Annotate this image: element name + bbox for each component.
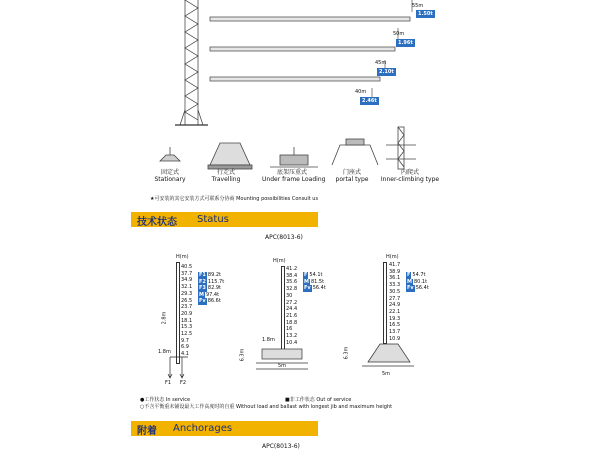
load-tag: Fv <box>304 285 311 291</box>
load-value: 89.2t <box>207 272 221 278</box>
legend-out-of-service: ■非工作状态 Out of service <box>285 397 352 403</box>
section-anchorages-header <box>131 421 318 436</box>
d1-h: 6.9 <box>181 344 189 351</box>
d2-h: 16 <box>286 326 293 333</box>
d2-dim-bottom: 5m <box>278 363 287 369</box>
base-under-frame-en: Under frame Loading <box>262 176 326 183</box>
d3-load-table <box>406 272 429 292</box>
load-tag: M <box>199 291 204 298</box>
d3-h: 27.7 <box>389 295 401 302</box>
d3-h-unit: H(m) <box>386 254 399 260</box>
base-travelling-cn: 行走式 <box>216 169 235 176</box>
d1-height-list <box>181 264 192 358</box>
base-stationary <box>150 169 190 183</box>
d1-h: 34.9 <box>181 277 193 284</box>
d2-h: 10.4 <box>286 339 298 346</box>
section-status-cn: 技术状态 <box>137 217 177 228</box>
load-tag: F <box>407 272 411 278</box>
load-value: 97.4t <box>205 291 220 298</box>
load-value: 115.7t <box>207 278 225 285</box>
crane-jib-drawing <box>130 0 450 130</box>
model-label-2: APC(8013-6) <box>262 443 300 450</box>
base-stationary-cn: 固定式 <box>160 169 179 176</box>
d1-h: 15.3 <box>181 324 193 331</box>
d2-h: 21.6 <box>286 312 298 319</box>
load-tag: M <box>304 278 309 285</box>
load-value: 56.4t <box>312 285 326 291</box>
d1-h: 29.3 <box>181 290 193 297</box>
d3-h: 16.5 <box>389 322 401 329</box>
d1-h: 9.7 <box>181 337 189 344</box>
d2-height-list <box>286 266 297 346</box>
d1-foot-arrows <box>160 355 200 395</box>
load-value: 54.1t <box>309 272 323 278</box>
load-value: 54.7t <box>412 272 426 278</box>
d2-h: 13.2 <box>286 333 298 340</box>
radius-label-45: 45m <box>375 60 387 66</box>
radius-label-55: 55m <box>412 3 424 9</box>
d3-h: 36.1 <box>389 275 401 282</box>
base-under-frame <box>262 169 326 183</box>
d1-load-row <box>198 298 224 305</box>
d1-h: 40.5 <box>181 264 193 270</box>
d2-h: 38.4 <box>286 272 298 279</box>
load-value: 82.9t <box>207 285 221 291</box>
load-value: 56.4t <box>415 285 429 291</box>
d2-h: 41.2 <box>286 266 298 272</box>
d3-h: 38.9 <box>389 268 401 275</box>
d2-load-table <box>303 272 326 292</box>
d1-h: 32.1 <box>181 284 193 291</box>
section-status-header <box>131 212 318 227</box>
d1-h: 20.9 <box>181 310 193 317</box>
d1-foot-f1: F1 <box>165 380 172 386</box>
d3-h: 41.7 <box>389 262 401 268</box>
load-tag: F3 <box>199 285 206 291</box>
d1-h: 23.7 <box>181 304 193 311</box>
load-tag: Fv <box>199 298 206 304</box>
d3-dim-bottom: 5m <box>382 371 391 377</box>
d1-h: 12.5 <box>181 331 193 338</box>
d2-dim-left: 6.3m <box>239 348 246 362</box>
capacity-badge-40: 2.46t <box>362 98 377 104</box>
base-under-frame-cn: 底架压重式 <box>276 169 307 176</box>
d2-h: 30 <box>286 292 293 299</box>
radius-label-50: 50m <box>393 31 405 37</box>
d1-h-unit: H(m) <box>176 254 189 260</box>
base-portal <box>330 169 374 183</box>
legend-without-load: ○不含平衡重未铺设最大工作高度时的自重 Without load and ballast with longest jib and maximum height <box>140 404 393 410</box>
d2-h: 35.6 <box>286 279 298 286</box>
base-travelling <box>204 169 248 183</box>
d2-h: 32.8 <box>286 286 298 293</box>
load-tag: F1 <box>199 272 206 278</box>
d3-dim-left: 6.3m <box>343 346 350 360</box>
d1-h: 18.1 <box>181 317 193 324</box>
d2-mast <box>281 266 285 350</box>
d3-h: 30.5 <box>389 288 401 295</box>
base-inner-climbing-cn: 内爬式 <box>400 169 419 176</box>
load-tag: Fv <box>407 285 414 291</box>
load-tag: F2 <box>199 278 206 285</box>
base-inner-climbing-en: Inner-climbing type <box>380 176 440 183</box>
section-anchorages-cn: 附着 <box>137 426 157 437</box>
d1-h: 4.1 <box>181 351 189 358</box>
mounting-note: ★可安装的其它安装方式可联系分协商 Mounting possibilities Consult us <box>150 196 319 202</box>
base-portal-cn: 门座式 <box>342 169 361 176</box>
d2-h: 27.2 <box>286 299 298 306</box>
load-value: 86.6t <box>207 298 221 304</box>
d1-h: 37.7 <box>181 270 193 277</box>
d3-h: 19.3 <box>389 315 401 322</box>
d1-load-table <box>198 272 224 305</box>
d1-mast <box>176 262 180 364</box>
radius-label-40: 40m <box>355 89 367 95</box>
d3-load-row <box>406 285 429 292</box>
d1-dim-bottom: 1.8m <box>158 349 171 355</box>
section-anchorages-en: Anchorages <box>173 423 233 434</box>
capacity-badge-55: 1.50t <box>418 11 433 17</box>
d1-foot-f2: F2 <box>180 380 187 386</box>
d2-dim-mid: 1.8m <box>262 337 275 343</box>
d3-h: 22.1 <box>389 308 401 315</box>
d2-h-unit: H(m) <box>273 258 286 264</box>
capacity-badge-45: 2.10t <box>379 69 394 75</box>
d3-h: 13.7 <box>389 329 401 336</box>
base-travelling-en: Travelling <box>211 176 241 183</box>
legend-in-service: ●工作状态 In service <box>140 397 191 403</box>
model-label: APC(8013-6) <box>265 234 303 241</box>
d1-h: 26.5 <box>181 297 193 304</box>
d1-dim-left: 2.8m <box>161 311 168 325</box>
section-status-en: Status <box>197 214 229 225</box>
base-stationary-en: Stationary <box>154 176 186 183</box>
capacity-badge-50: 1.96t <box>398 40 413 46</box>
d3-height-list <box>389 262 400 342</box>
d2-h: 18.8 <box>286 319 298 326</box>
d3-mast <box>383 262 387 344</box>
d2-load-row <box>303 285 326 292</box>
d2-h: 24.4 <box>286 306 298 313</box>
d3-h: 24.9 <box>389 302 401 309</box>
base-inner-climbing <box>380 169 440 183</box>
d3-h: 33.3 <box>389 282 401 289</box>
base-portal-en: portal type <box>335 176 369 183</box>
load-value: 81.5t <box>310 278 325 285</box>
load-tag: F <box>304 272 308 278</box>
load-tag: M <box>407 278 412 285</box>
load-value: 80.1t <box>413 278 428 285</box>
d3-h: 10.9 <box>389 335 401 342</box>
